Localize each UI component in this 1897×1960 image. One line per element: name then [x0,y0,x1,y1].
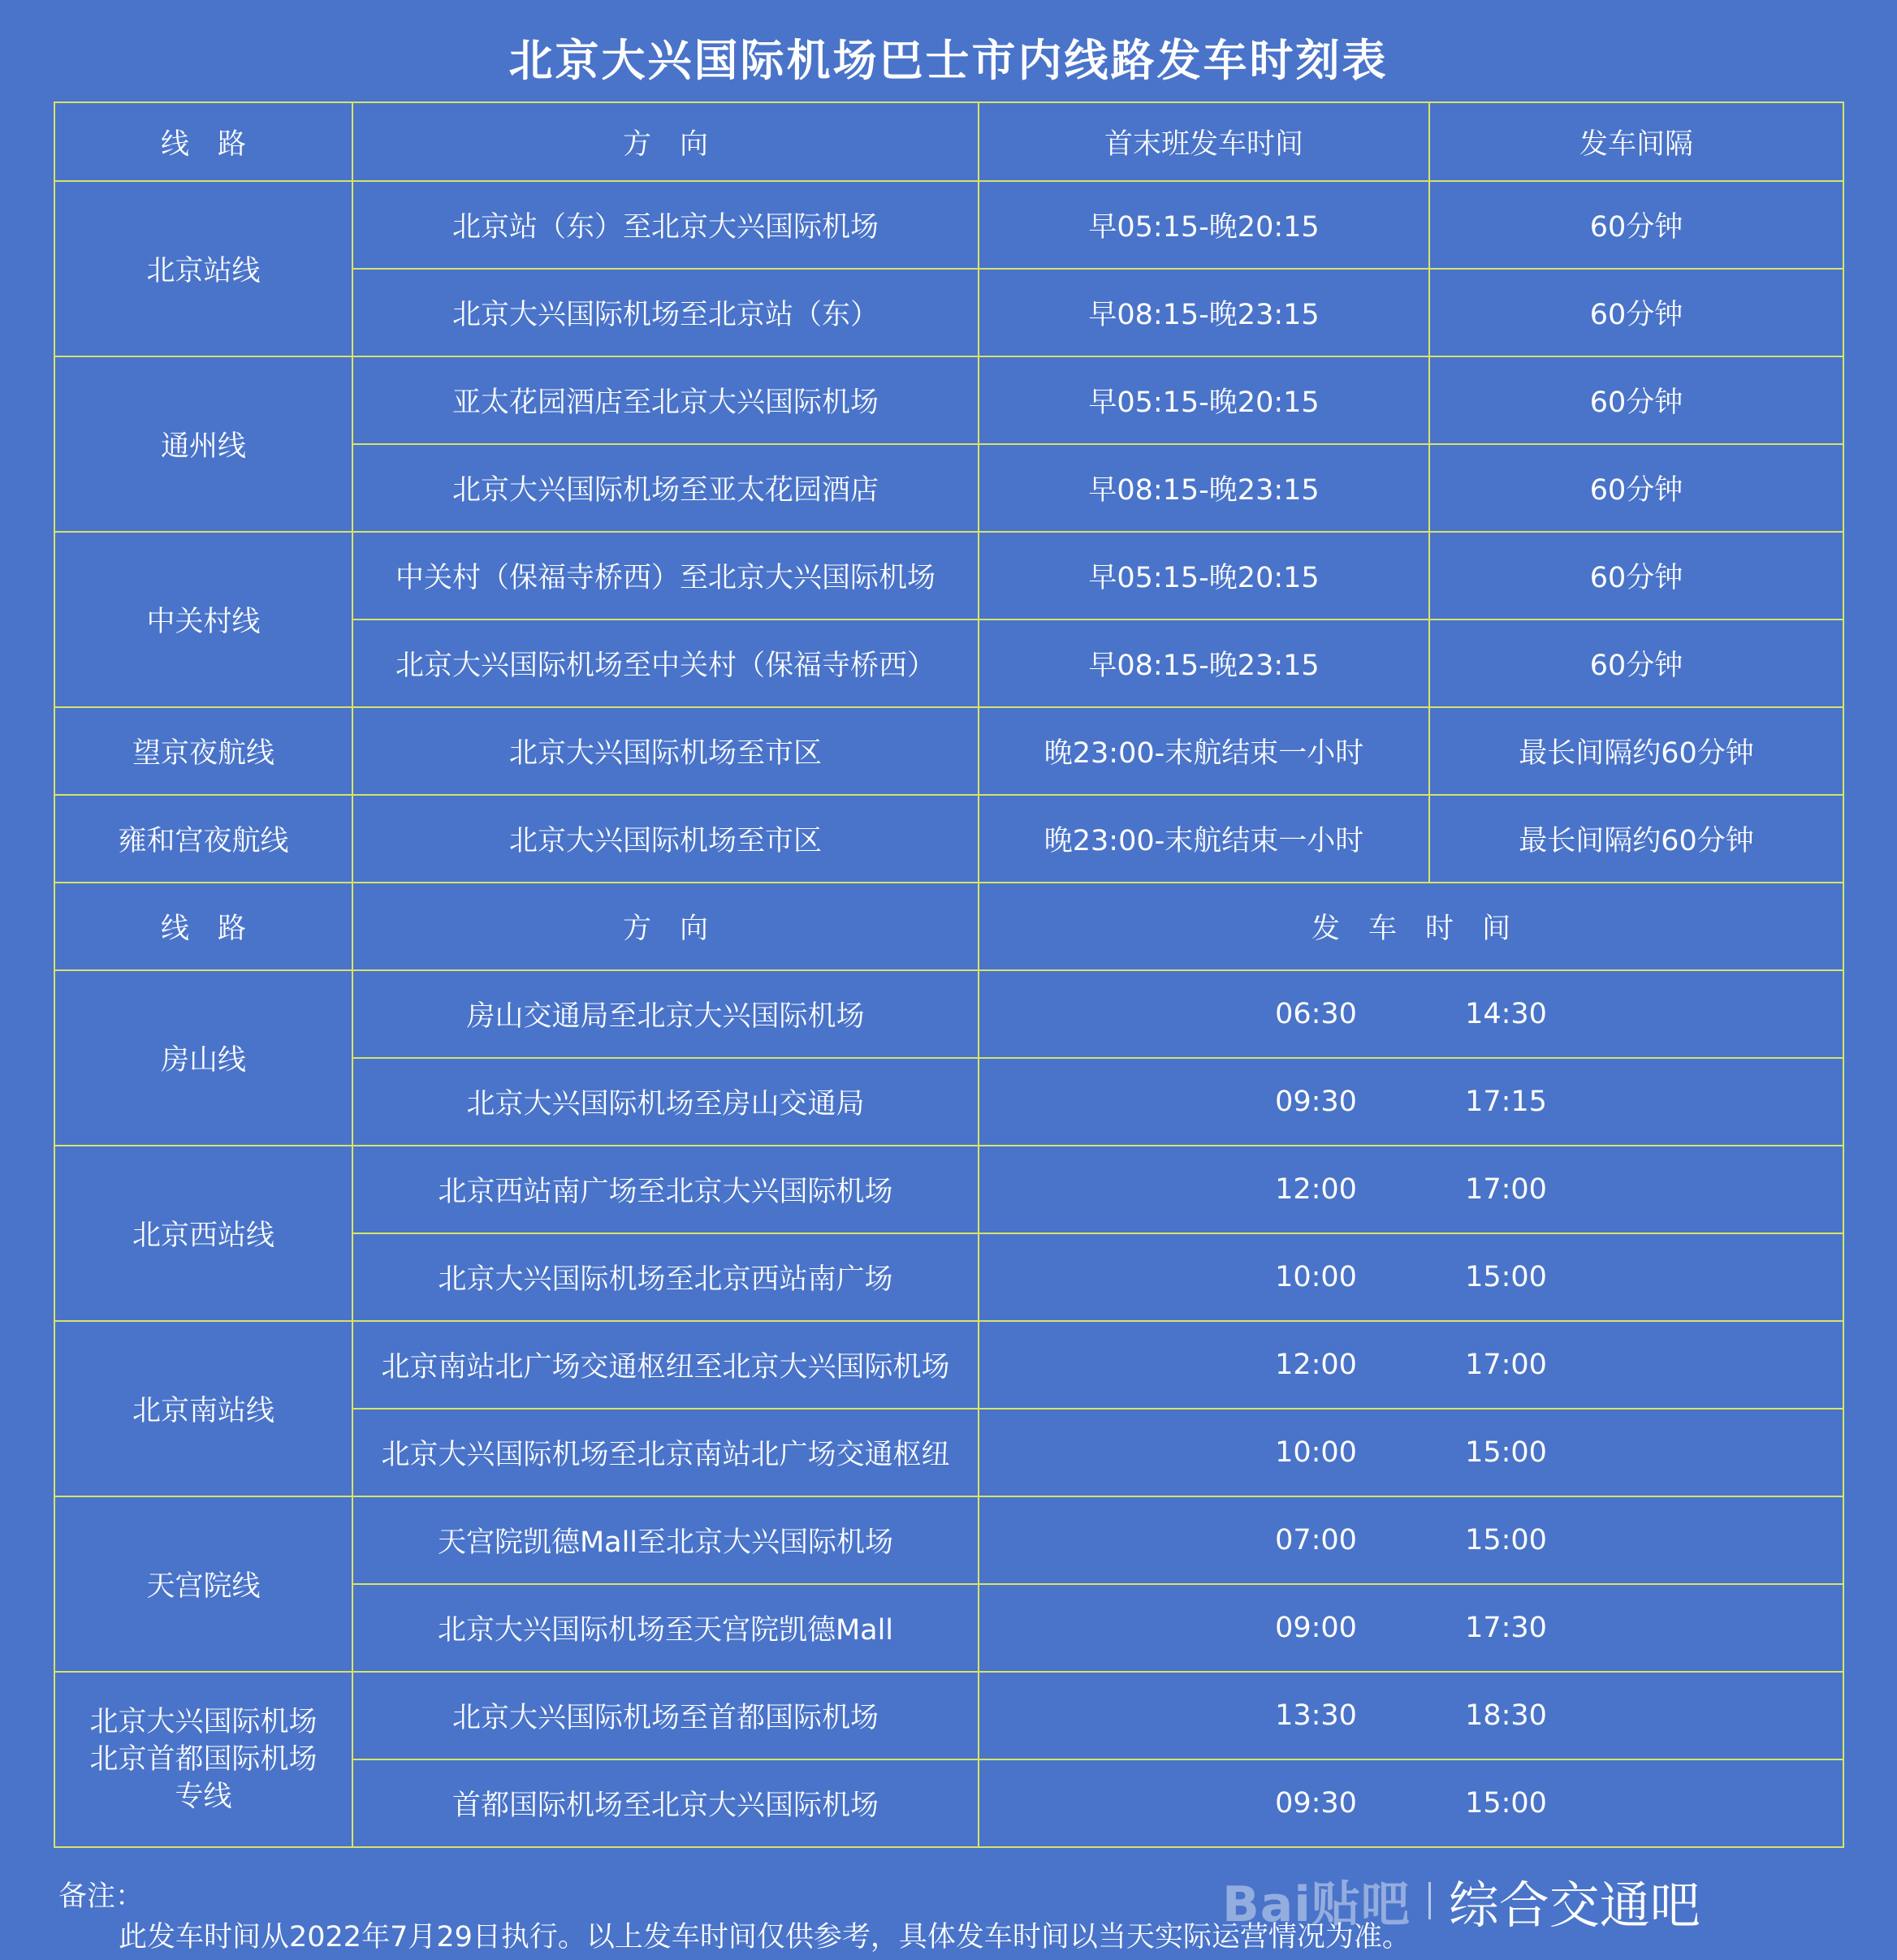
times-cell [979,1321,1843,1409]
times-cell [979,1233,1843,1321]
route-name: 通州线 [54,356,352,532]
time-cell: 早05:15-晚20:15 [979,181,1429,269]
interval-cell: 60分钟 [1429,444,1843,532]
route-name-line: 北京首都国际机场 [89,1743,318,1776]
table-row [54,1672,1843,1759]
watermark-divider [1428,1882,1431,1919]
watermark [1222,1864,1700,1937]
departure-time: 07:00 [1275,1524,1357,1556]
direction-cell: 北京大兴国际机场至亚太花园酒店 [352,444,979,532]
interval-cell: 60分钟 [1429,269,1843,356]
direction-cell: 北京大兴国际机场至市区 [352,707,979,795]
notes-text: 此发车时间从2022年7月29日执行。以上发车时间仅供参考，具体发车时间以当天实际运营情况为准。 [119,1921,1411,1954]
route-name: 望京夜航线 [54,707,352,795]
time-cell: 早05:15-晚20:15 [979,532,1429,620]
direction-cell: 亚太花园酒店至北京大兴国际机场 [352,356,979,444]
interval-cell: 60分钟 [1429,620,1843,707]
times-cell [979,1409,1843,1496]
departure-time: 17:00 [1465,1349,1547,1381]
time-cell: 早08:15-晚23:15 [979,620,1429,707]
table-row [54,1321,1843,1409]
table-row [54,795,1843,883]
route-name: 雍和宫夜航线 [54,795,352,883]
header-first-last-time: 首末班发车时间 [979,102,1429,181]
departure-time: 15:00 [1465,1261,1547,1293]
route-name-line: 北京大兴国际机场 [89,1706,318,1738]
departure-time: 12:00 [1275,1173,1357,1206]
header-route: 线 路 [54,102,352,181]
header-route: 线 路 [54,883,352,970]
times-cell [979,1584,1843,1672]
direction-cell: 北京大兴国际机场至北京南站北广场交通枢纽 [352,1409,979,1496]
table-row [54,532,1843,620]
departure-time: 09:30 [1275,1086,1357,1118]
departure-time: 17:30 [1465,1612,1547,1644]
departure-time: 15:00 [1465,1524,1547,1556]
baidu-tieba-logo: Bai贴吧 [1222,1876,1411,1933]
direction-cell: 北京站（东）至北京大兴国际机场 [352,181,979,269]
header-interval: 发车间隔 [1429,102,1843,181]
header-departure-times: 发 车 时 间 [979,883,1843,970]
departure-time: 17:15 [1465,1086,1547,1118]
route-name: 天宫院线 [54,1496,352,1672]
time-cell: 早08:15-晚23:15 [979,269,1429,356]
table-row [54,1146,1843,1233]
interval-cell: 最长间隔约60分钟 [1429,707,1843,795]
time-cell: 晚23:00-末航结束一小时 [979,707,1429,795]
direction-cell: 北京大兴国际机场至北京站（东） [352,269,979,356]
interval-cell: 60分钟 [1429,532,1843,620]
direction-cell: 首都国际机场至北京大兴国际机场 [352,1759,979,1847]
route-name [54,1672,352,1847]
departure-time: 17:00 [1465,1173,1547,1206]
table-row [54,707,1843,795]
direction-cell: 北京大兴国际机场至房山交通局 [352,1058,979,1146]
direction-cell: 中关村（保福寺桥西）至北京大兴国际机场 [352,532,979,620]
departure-time: 09:00 [1275,1612,1357,1644]
route-name-line: 专线 [175,1781,232,1813]
direction-cell: 北京大兴国际机场至首都国际机场 [352,1672,979,1759]
direction-cell: 北京南站北广场交通枢纽至北京大兴国际机场 [352,1321,979,1409]
route-name: 北京西站线 [54,1146,352,1321]
table-header-row [54,102,1843,181]
departure-time: 12:00 [1275,1349,1357,1381]
table-row [54,356,1843,444]
route-name: 北京站线 [54,181,352,356]
times-cell [979,1759,1843,1847]
direction-cell: 北京大兴国际机场至中关村（保福寺桥西） [352,620,979,707]
departure-time: 15:00 [1465,1436,1547,1469]
departure-time: 13:30 [1275,1699,1357,1732]
times-cell [979,1496,1843,1584]
times-cell [979,1672,1843,1759]
time-cell: 早08:15-晚23:15 [979,444,1429,532]
direction-cell: 北京大兴国际机场至市区 [352,795,979,883]
departure-time: 10:00 [1275,1436,1357,1469]
departure-time: 06:30 [1275,998,1357,1030]
interval-cell: 60分钟 [1429,181,1843,269]
table-header-row [54,883,1843,970]
departure-time: 10:00 [1275,1261,1357,1293]
times-cell [979,1058,1843,1146]
table-row [54,1496,1843,1584]
direction-cell: 北京西站南广场至北京大兴国际机场 [352,1146,979,1233]
times-cell [979,970,1843,1058]
direction-cell: 房山交通局至北京大兴国际机场 [352,970,979,1058]
route-name: 北京南站线 [54,1321,352,1496]
interval-cell: 60分钟 [1429,356,1843,444]
notes-label: 备注： [58,1880,145,1913]
times-cell [979,1146,1843,1233]
departure-time: 09:30 [1275,1787,1357,1820]
direction-cell: 北京大兴国际机场至北京西站南广场 [352,1233,979,1321]
time-cell: 晚23:00-末航结束一小时 [979,795,1429,883]
departure-time: 15:00 [1465,1787,1547,1820]
schedule-table [54,101,1844,1848]
watermark-forum-name: 综合交通吧 [1448,1875,1700,1935]
time-cell: 早05:15-晚20:15 [979,356,1429,444]
route-name: 房山线 [54,970,352,1146]
page-title: 北京大兴国际机场巴士市内线路发车时刻表 [508,35,1389,86]
header-direction: 方 向 [352,883,979,970]
departure-time: 18:30 [1465,1699,1547,1732]
departure-time: 14:30 [1465,998,1547,1030]
table-row [54,970,1843,1058]
table-row [54,181,1843,269]
header-direction: 方 向 [352,102,979,181]
route-name: 中关村线 [54,532,352,707]
direction-cell: 天宫院凯德Mall至北京大兴国际机场 [352,1496,979,1584]
interval-cell: 最长间隔约60分钟 [1429,795,1843,883]
direction-cell: 北京大兴国际机场至天宫院凯德Mall [352,1584,979,1672]
